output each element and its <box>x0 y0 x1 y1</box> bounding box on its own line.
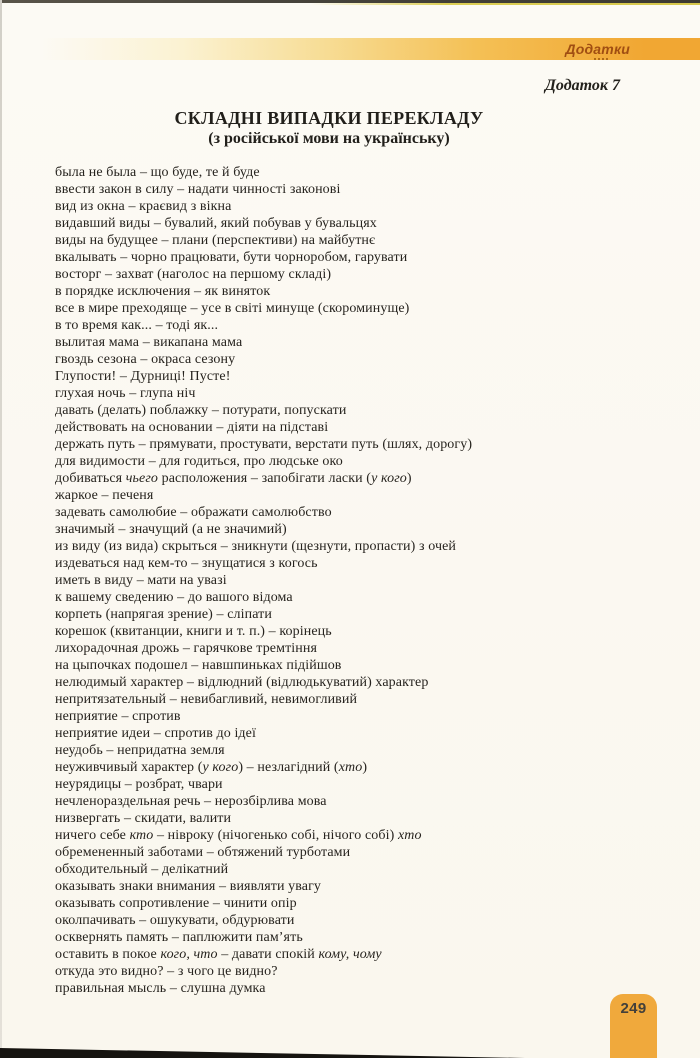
dictionary-entry <box>55 776 676 793</box>
dictionary-entry <box>55 317 676 334</box>
entry-text-segment: в то время как... – тоді як... <box>55 318 219 333</box>
dictionary-entry <box>55 606 676 623</box>
dictionary-entry <box>55 759 676 776</box>
dictionary-entry <box>55 742 676 759</box>
entry-text-segment: нечленораздельная речь – нерозбірлива мова <box>55 794 327 809</box>
dictionary-entry <box>55 334 676 351</box>
entry-text-segment: неурядицы – розбрат, чвари <box>55 777 223 792</box>
dictionary-entry <box>55 504 676 521</box>
entry-italic-segment: чьего <box>125 471 159 486</box>
entry-italic-segment: кто <box>129 828 154 843</box>
entry-text-segment: оставить в покое <box>55 947 161 962</box>
entry-text-segment: неприятие идеи – спротив до ідеї <box>55 726 256 741</box>
entry-text-segment: была не была – що буде, те й буде <box>55 165 260 180</box>
dictionary-entry <box>55 300 676 317</box>
dictionary-entry <box>55 895 676 912</box>
appendix-label: Додаток 7 <box>545 77 620 94</box>
entry-text-segment: ничего себе <box>55 828 130 843</box>
dictionary-entry <box>55 555 676 572</box>
scan-top-highlight <box>310 3 700 5</box>
entry-text-segment: нелюдимый характер – відлюдний (відлюдькуватий) характер <box>55 675 429 690</box>
dictionary-entry <box>55 929 676 946</box>
entry-text-segment: издеваться над кем-то – знущатися з когось <box>55 556 318 571</box>
entry-text-segment: расположения – запобігати ласки ( <box>158 471 372 486</box>
entry-text-segment: оказывать сопротивление – чинити опір <box>55 896 297 911</box>
entry-text-segment: вкалывать – чорно працювати, бути чорноробом, гарувати <box>55 250 408 265</box>
page-number-badge <box>610 994 657 1058</box>
page-subtitle: (з російської мови на українську) <box>208 130 450 147</box>
scan-bottom-edge <box>0 1048 525 1058</box>
entry-text-segment: добиваться <box>55 471 126 486</box>
entry-text-segment: все в мире преходяще – усе в світі минуще (скороминуще) <box>55 301 410 316</box>
entries-list <box>55 164 676 997</box>
dictionary-entry <box>55 538 676 555</box>
chapter-tab-label: Додатки <box>565 41 630 57</box>
entry-text-segment: оказывать знаки внимания – виявляти увагу <box>55 879 322 894</box>
entry-text-segment: давать (делать) поблажку – потурати, попускати <box>55 403 347 418</box>
dictionary-entry <box>55 657 676 674</box>
entry-text-segment: обремененный заботами – обтяжений турботами <box>55 845 351 860</box>
entry-text-segment: неуживчивый характер ( <box>55 760 203 775</box>
entry-text-segment: из виду (из вида) скрыться – зникнути (щезнути, пропасти) з очей <box>55 539 456 554</box>
dictionary-entry <box>55 793 676 810</box>
entry-text-segment: для видимости – для годиться, про людське око <box>55 454 343 469</box>
dictionary-entry <box>55 368 676 385</box>
entry-italic-segment: кого, что <box>160 947 218 962</box>
entry-text-segment: задевать самолюбие – ображати самолюбство <box>55 505 332 520</box>
entry-text-segment: осквернять память – паплюжити пам’ять <box>55 930 303 945</box>
entry-italic-segment: кому, чому <box>318 947 382 962</box>
dictionary-entry <box>55 691 676 708</box>
entry-text-segment: неудобь – непридатна земля <box>55 743 225 758</box>
entry-text-segment: гвоздь сезона – окраса сезону <box>55 352 236 367</box>
dictionary-entry <box>55 640 676 657</box>
entry-text-segment: иметь в виду – мати на увазі <box>55 573 227 588</box>
entry-text-segment: ) – незлагідний ( <box>238 760 339 775</box>
dictionary-entry <box>55 844 676 861</box>
scan-left-edge <box>0 0 2 1058</box>
dictionary-entry <box>55 878 676 895</box>
entry-text-segment: неприятие – спротив <box>55 709 181 724</box>
entry-text-segment: Глупости! – Дурниці! Пусте! <box>55 369 231 384</box>
entry-text-segment: лихорадочная дрожь – гарячкове тремтіння <box>55 641 318 656</box>
dictionary-entry <box>55 232 676 249</box>
page-title: СКЛАДНІ ВИПАДКИ ПЕРЕКЛАДУ <box>174 108 484 128</box>
dictionary-entry <box>55 589 676 606</box>
dictionary-entry <box>55 487 676 504</box>
entry-italic-segment: хто <box>397 828 422 843</box>
dictionary-entry <box>55 963 676 980</box>
dictionary-entry <box>55 164 676 181</box>
dictionary-entry <box>55 249 676 266</box>
entry-text-segment: корешок (квитанции, книги и т. п.) – корінець <box>55 624 332 639</box>
dictionary-entry <box>55 572 676 589</box>
entry-text-segment: ) <box>362 760 368 775</box>
entry-text-segment: правильная мысль – слушна думка <box>55 981 266 996</box>
dictionary-entry <box>55 351 676 368</box>
entry-italic-segment: у кого <box>371 471 407 486</box>
dictionary-entry <box>55 521 676 538</box>
dictionary-entry <box>55 912 676 929</box>
entry-text-segment: ) <box>406 471 412 486</box>
entry-text-segment: к вашему сведению – до вашого відома <box>55 590 293 605</box>
entry-text-segment: в порядке исключения – як виняток <box>55 284 271 299</box>
dictionary-entry <box>55 980 676 997</box>
dictionary-entry <box>55 725 676 742</box>
entry-text-segment: на цыпочках подошел – навшпиньках підійшов <box>55 658 342 673</box>
dictionary-entry <box>55 946 676 963</box>
entry-text-segment: откуда это видно? – з чого це видно? <box>55 964 278 979</box>
entry-italic-segment: хто <box>338 760 363 775</box>
entry-text-segment: околпачивать – ошукувати, обдурювати <box>55 913 295 928</box>
entry-text-segment: – давати спокій <box>217 947 319 962</box>
entry-text-segment: значимый – значущий (а не значимий) <box>55 522 287 537</box>
entry-text-segment: держать путь – прямувати, простувати, верстати путь (шлях, дорогу) <box>55 437 473 452</box>
dictionary-entry <box>55 266 676 283</box>
entry-text-segment: корпеть (напрягая зрение) – сліпати <box>55 607 272 622</box>
entry-text-segment: глухая ночь – глупа ніч <box>55 386 196 401</box>
entry-text-segment: жаркое – печеня <box>55 488 154 503</box>
entry-text-segment: видавший виды – бувалий, який побував у бувальцях <box>55 216 377 231</box>
dictionary-entry <box>55 674 676 691</box>
entry-text-segment: низвергать – скидати, валити <box>55 811 232 826</box>
dictionary-entry <box>55 708 676 725</box>
dictionary-entry <box>55 181 676 198</box>
dictionary-entry <box>55 827 676 844</box>
dictionary-entry <box>55 861 676 878</box>
dictionary-entry <box>55 810 676 827</box>
page-number: 249 <box>620 1000 647 1017</box>
dictionary-entry <box>55 385 676 402</box>
chapter-header-banner <box>0 38 700 60</box>
dictionary-entry <box>55 453 676 470</box>
tab-underline-dots <box>594 58 608 60</box>
entry-text-segment: действовать на основании – діяти на підставі <box>55 420 329 435</box>
entry-text-segment: вид из окна – краєвид з вікна <box>55 199 232 214</box>
entry-text-segment: обходительный – делікатний <box>55 862 229 877</box>
dictionary-entry <box>55 470 676 487</box>
entry-text-segment: непритязательный – невибагливий, невимогливий <box>55 692 358 707</box>
dictionary-entry <box>55 283 676 300</box>
entry-text-segment: виды на будущее – плани (перспективи) на майбутнє <box>55 233 376 248</box>
entry-text-segment: вылитая мама – викапана мама <box>55 335 243 350</box>
dictionary-entry <box>55 623 676 640</box>
entry-text-segment: – нівроку (нічогенько собі, нічого собі) <box>153 828 398 843</box>
entry-text-segment: восторг – захват (наголос на першому складі) <box>55 267 332 282</box>
dictionary-entry <box>55 402 676 419</box>
entry-italic-segment: у кого <box>202 760 239 775</box>
dictionary-entry <box>55 419 676 436</box>
dictionary-entry <box>55 436 676 453</box>
dictionary-entry <box>55 198 676 215</box>
entry-text-segment: ввести закон в силу – надати чинності законові <box>55 182 341 197</box>
dictionary-entry <box>55 215 676 232</box>
